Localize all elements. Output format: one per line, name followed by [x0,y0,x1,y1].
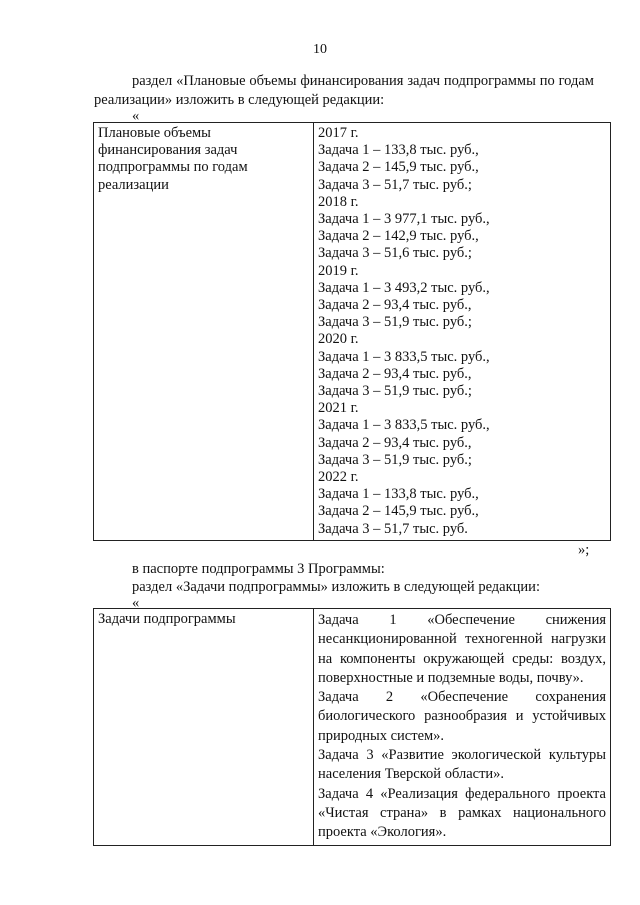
funding-line: 2018 г. [318,193,359,210]
task-item: Задача 3 «Развитие экологической культуры населения Тверской области». [318,747,606,783]
left-line: подпрограммы по годам [98,159,248,176]
funding-line: Задача 1 – 133,8 тыс. руб., [318,142,479,159]
tasks-table-right-cell [314,609,611,846]
passport-line: в паспорте подпрограммы 3 Программы: [132,561,385,577]
funding-table [93,122,611,541]
funding-line: Задача 3 – 51,6 тыс. руб.; [318,245,472,262]
funding-line: 2019 г. [318,262,359,279]
intro-paragraph-1: раздел «Плановые объемы финансирования задач подпрограммы по годам реализации» изложить в следующей редакции: [94,73,594,108]
opening-quote-2: « [132,595,140,611]
funding-line: 2021 г. [318,400,359,417]
funding-line: Задача 2 – 93,4 тыс. руб., [318,434,472,451]
funding-line: Задача 3 – 51,7 тыс. руб.; [318,176,472,193]
opening-quote-1: « [132,108,140,124]
tasks-table [93,608,611,846]
funding-line: Задача 3 – 51,9 тыс. руб.; [318,383,472,400]
funding-line: 2022 г. [318,469,359,486]
funding-line: Задача 2 – 145,9 тыс. руб., [318,159,479,176]
funding-line: Задача 1 – 3 833,5 тыс. руб., [318,417,490,434]
task-item: Задача 4 «Реализация федерального проекта «Чистая страна» в рамках национального проекта «Экология». [318,785,606,841]
funding-line: Задача 3 – 51,7 тыс. руб. [318,520,468,537]
funding-table-left-cell [94,123,314,541]
task-item: Задача 1 «Обеспечение снижения несанкционированной техногенной нагрузки на компоненты окружающей среды: воздух, поверхностные и подземные воды, почву». [318,612,606,686]
left-line: Плановые объемы [98,125,211,141]
intro-paragraph-2: раздел «Задачи подпрограммы» изложить в следующей редакции: [132,579,540,595]
task-item: Задача 2 «Обеспечение сохранения биологического разнообразия и устойчивых природных систем». [318,689,606,744]
page-number: 10 [313,42,327,57]
funding-line: Задача 2 – 145,9 тыс. руб., [318,503,479,520]
closing-quote-1: »; [578,542,590,558]
left-line: финансирования задач [98,142,238,159]
funding-table-right-cell [314,123,611,541]
funding-line: Задача 1 – 133,8 тыс. руб., [318,486,479,503]
funding-line: 2020 г. [318,331,359,348]
left-line: реализации [98,176,169,193]
funding-line: Задача 2 – 142,9 тыс. руб., [318,228,479,245]
funding-line: 2017 г. [318,125,359,141]
funding-line: Задача 1 – 3 493,2 тыс. руб., [318,279,490,296]
tasks-table-left-cell: Задачи подпрограммы [94,609,314,846]
funding-line: Задача 2 – 93,4 тыс. руб., [318,365,472,382]
funding-line: Задача 2 – 93,4 тыс. руб., [318,297,472,314]
funding-line: Задача 3 – 51,9 тыс. руб.; [318,314,472,331]
funding-line: Задача 1 – 3 833,5 тыс. руб., [318,348,490,365]
funding-line: Задача 3 – 51,9 тыс. руб.; [318,451,472,468]
funding-line: Задача 1 – 3 977,1 тыс. руб., [318,211,490,228]
